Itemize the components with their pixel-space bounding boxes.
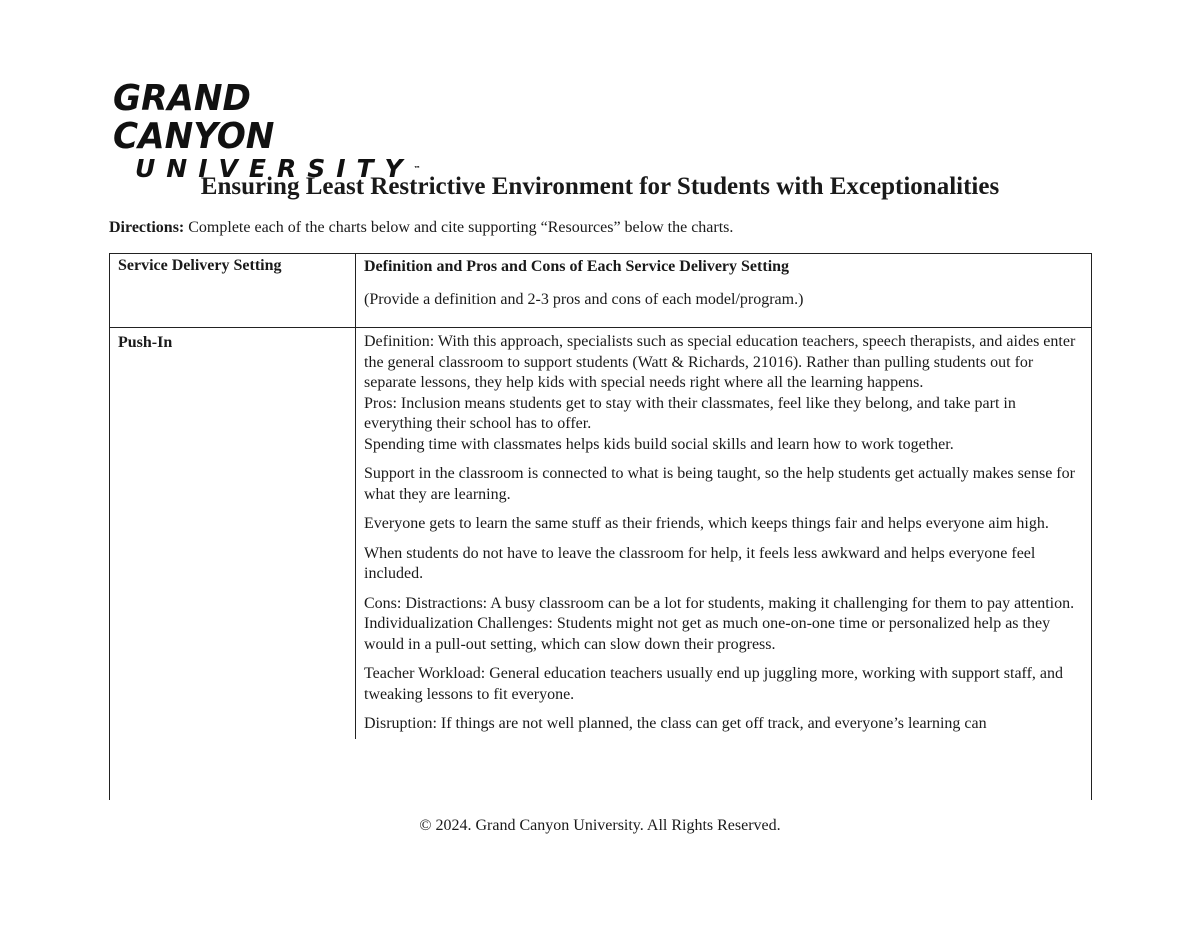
push-in-definition: Definition: With this approach, specialists such as special education teachers, speech therapists, and aides enter the general classroom to support students (Watt & Richards, 21016). Rather than pulling students out for separate lessons, they help kids with special needs right where all the learning happens. bbox=[364, 333, 1076, 391]
directions-text: Complete each of the charts below and cite supporting “Resources” below the charts. bbox=[184, 219, 734, 236]
logo-line-grand-canyon: GRAND CANYON bbox=[113, 78, 275, 157]
push-in-pros-fairness: Everyone gets to learn the same stuff as their friends, which keeps things fair and helps everyone aim high. bbox=[364, 515, 1049, 532]
logo-trademark: ™ bbox=[413, 165, 421, 173]
push-in-pros-support: Support in the classroom is connected to what is being taught, so the help students get actually makes sense for what they are learning. bbox=[364, 465, 1075, 503]
directions bbox=[109, 219, 733, 237]
table-header-row bbox=[110, 254, 1091, 328]
push-in-cons-workload: Teacher Workload: General education teachers usually end up juggling more, working with support staff, and tweaking lessons to fit everyone. bbox=[364, 665, 1064, 703]
header-definition-pros-cons: Definition and Pros and Cons of Each Service Delivery Setting bbox=[364, 258, 790, 275]
header-instructions: (Provide a definition and 2-3 pros and cons of each model/program.) bbox=[364, 290, 804, 308]
push-in-cons-distractions: Cons: Distractions: A busy classroom can be a lot for students, making it challenging for them to pay attention. bbox=[364, 594, 1075, 612]
document-title: Ensuring Least Restrictive Environment for Students with Exceptionalities bbox=[200, 173, 1000, 200]
push-in-cons-individualization: Individualization Challenges: Students might not get as much one-on-one time or personalized help as they would in a pull-out setting, which can slow down their progress. bbox=[364, 615, 1051, 653]
service-delivery-table bbox=[109, 253, 1092, 800]
directions-label: Directions: bbox=[109, 219, 185, 236]
push-in-cons-disruption: Disruption: If things are not well planned, the class can get off track, and everyone’s learning can bbox=[364, 715, 987, 732]
push-in-pros-included: When students do not have to leave the classroom for help, it feels less awkward and helps everyone feel included. bbox=[364, 544, 1036, 582]
push-in-pros-social: Spending time with classmates helps kids build social skills and learn how to work together. bbox=[364, 435, 954, 453]
push-in-pros-inclusion: Pros: Inclusion means students get to stay with their classmates, feel like they belong, and take part in everything their school has to offer. bbox=[364, 394, 1016, 432]
logo-university-text: UNIVERSITY bbox=[135, 154, 414, 183]
table-row bbox=[110, 328, 1091, 739]
header-definition-cell bbox=[356, 254, 1091, 327]
push-in-details bbox=[356, 328, 1091, 739]
setting-push-in: Push-In bbox=[110, 328, 356, 739]
copyright-footer: © 2024. Grand Canyon University. All Rights Reserved. bbox=[419, 817, 781, 834]
university-logo bbox=[113, 80, 433, 182]
header-service-delivery-setting: Service Delivery Setting bbox=[110, 254, 356, 327]
